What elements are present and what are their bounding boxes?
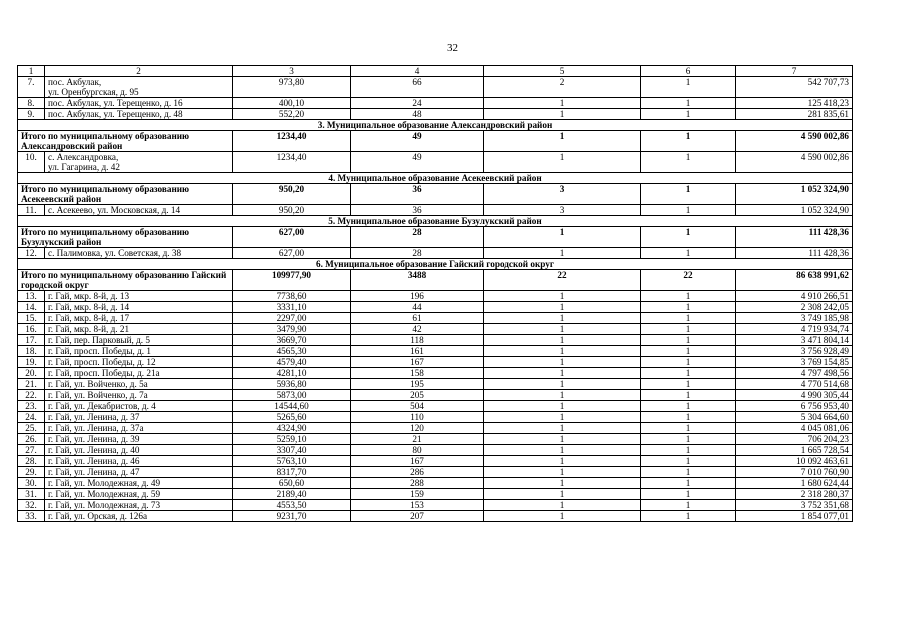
- address-cell: [45, 434, 233, 445]
- table-row: [18, 379, 853, 390]
- address-line: г. Гай, просп. Победы, д. 12: [48, 357, 156, 367]
- area-cell: 627,00: [233, 227, 351, 248]
- row-number: 31.: [18, 489, 45, 500]
- row-number: 10.: [18, 152, 45, 173]
- count-cell: 1: [484, 368, 641, 379]
- count-cell: 1: [641, 205, 736, 216]
- count-cell: 1: [641, 511, 736, 522]
- row-number: 12.: [18, 248, 45, 259]
- area-cell: 400,10: [233, 98, 351, 109]
- address-cell: [45, 390, 233, 401]
- section-heading: 4. Муниципальное образование Асекеевский район: [18, 173, 853, 184]
- table-row: [18, 412, 853, 423]
- residents-cell: 66: [351, 77, 484, 98]
- count-cell: 1: [484, 291, 641, 302]
- amount-cell: 3 769 154,85: [736, 357, 853, 368]
- residents-cell: 205: [351, 390, 484, 401]
- amount-cell: 4 045 081,06: [736, 423, 853, 434]
- address-line: г. Гай, ул. Ленина, д. 37а: [48, 423, 144, 433]
- count-cell: 1: [484, 109, 641, 120]
- area-cell: 2189,40: [233, 489, 351, 500]
- table-row: [18, 98, 853, 109]
- area-cell: 950,20: [233, 184, 351, 205]
- amount-cell: 111 428,36: [736, 248, 853, 259]
- amount-cell: 2 318 280,37: [736, 489, 853, 500]
- residents-cell: 118: [351, 335, 484, 346]
- area-cell: 4553,50: [233, 500, 351, 511]
- address-line: г. Гай, ул. Ленина, д. 39: [48, 434, 140, 444]
- area-cell: 4565,30: [233, 346, 351, 357]
- residents-cell: 49: [351, 152, 484, 173]
- count-cell: 1: [484, 379, 641, 390]
- row-number: 21.: [18, 379, 45, 390]
- address-cell: [45, 467, 233, 478]
- total-label: Итого по муниципальному образованию Александровский район: [18, 131, 233, 152]
- address-cell: [45, 335, 233, 346]
- table-row: [18, 324, 853, 335]
- residents-cell: 49: [351, 131, 484, 152]
- table-row: [18, 248, 853, 259]
- area-cell: 9231,70: [233, 511, 351, 522]
- count-cell: 1: [484, 434, 641, 445]
- amount-cell: 111 428,36: [736, 227, 853, 248]
- count-cell: 1: [484, 412, 641, 423]
- count-cell: 1: [484, 313, 641, 324]
- count-cell: 1: [641, 227, 736, 248]
- address-cell: [45, 456, 233, 467]
- amount-cell: 4 910 266,51: [736, 291, 853, 302]
- address-line: ул. Гагарина, д. 42: [48, 162, 120, 172]
- address-line: г. Гай, пер. Парковый, д. 5: [48, 335, 150, 345]
- address-cell: [45, 324, 233, 335]
- address-cell: [45, 98, 233, 109]
- residents-cell: 196: [351, 291, 484, 302]
- residents-cell: 195: [351, 379, 484, 390]
- address-cell: [45, 346, 233, 357]
- count-cell: 2: [484, 77, 641, 98]
- area-cell: 1234,40: [233, 131, 351, 152]
- residents-cell: 207: [351, 511, 484, 522]
- residents-cell: 36: [351, 184, 484, 205]
- count-cell: 1: [484, 423, 641, 434]
- amount-cell: 4 590 002,86: [736, 131, 853, 152]
- count-cell: 1: [641, 478, 736, 489]
- residents-cell: 161: [351, 346, 484, 357]
- address-cell: [45, 205, 233, 216]
- count-cell: 1: [484, 131, 641, 152]
- address-line: г. Гай, ул. Войченко, д. 7а: [48, 390, 148, 400]
- residents-cell: 28: [351, 248, 484, 259]
- column-number: 7: [736, 66, 853, 77]
- row-number: 26.: [18, 434, 45, 445]
- section-heading: 6. Муниципальное образование Гайский городской округ: [18, 259, 853, 270]
- address-cell: [45, 445, 233, 456]
- table-row: [18, 467, 853, 478]
- count-cell: 1: [641, 184, 736, 205]
- address-line: пос. Акбулак, ул. Терещенко, д. 48: [48, 109, 183, 119]
- residents-cell: 167: [351, 357, 484, 368]
- count-cell: 1: [641, 302, 736, 313]
- table-row: [18, 456, 853, 467]
- count-cell: 1: [641, 291, 736, 302]
- address-line: г. Гай, ул. Войченко, д. 5а: [48, 379, 148, 389]
- count-cell: 1: [641, 109, 736, 120]
- area-cell: 5265,60: [233, 412, 351, 423]
- area-cell: 5936,80: [233, 379, 351, 390]
- table-row: [18, 205, 853, 216]
- count-cell: 1: [641, 248, 736, 259]
- count-cell: 1: [641, 467, 736, 478]
- address-line: г. Гай, мкр. 8-й, д. 13: [48, 291, 130, 301]
- address-cell: [45, 302, 233, 313]
- count-cell: 1: [484, 98, 641, 109]
- table-row: [18, 390, 853, 401]
- residents-cell: 24: [351, 98, 484, 109]
- area-cell: 2297,00: [233, 313, 351, 324]
- count-cell: 1: [641, 456, 736, 467]
- residents-cell: 44: [351, 302, 484, 313]
- column-number: 2: [45, 66, 233, 77]
- address-cell: [45, 357, 233, 368]
- residents-cell: 120: [351, 423, 484, 434]
- count-cell: 1: [641, 379, 736, 390]
- address-line: г. Гай, ул. Ленина, д. 40: [48, 445, 140, 455]
- amount-cell: 706 204,23: [736, 434, 853, 445]
- area-cell: 8317,70: [233, 467, 351, 478]
- count-cell: 1: [641, 152, 736, 173]
- area-cell: 3331,10: [233, 302, 351, 313]
- area-cell: 1234,40: [233, 152, 351, 173]
- residents-cell: 61: [351, 313, 484, 324]
- count-cell: 1: [641, 489, 736, 500]
- section-heading-row: [18, 216, 853, 227]
- area-cell: 552,20: [233, 109, 351, 120]
- residents-cell: 167: [351, 456, 484, 467]
- table-row: [18, 291, 853, 302]
- table-row: [18, 335, 853, 346]
- row-number: 27.: [18, 445, 45, 456]
- amount-cell: 125 418,23: [736, 98, 853, 109]
- table-row: [18, 423, 853, 434]
- section-heading-row: [18, 173, 853, 184]
- area-cell: 3307,40: [233, 445, 351, 456]
- amount-cell: 1 665 728,54: [736, 445, 853, 456]
- table-row: [18, 313, 853, 324]
- amount-cell: 1 680 624,44: [736, 478, 853, 489]
- count-cell: 1: [484, 445, 641, 456]
- count-cell: 3: [484, 205, 641, 216]
- table-row: [18, 478, 853, 489]
- count-cell: 1: [641, 368, 736, 379]
- area-cell: 109977,90: [233, 270, 351, 291]
- residents-cell: 158: [351, 368, 484, 379]
- row-number: 17.: [18, 335, 45, 346]
- residents-cell: 28: [351, 227, 484, 248]
- area-cell: 4281,10: [233, 368, 351, 379]
- amount-cell: 3 471 804,14: [736, 335, 853, 346]
- address-line: г. Гай, просп. Победы, д. 21а: [48, 368, 160, 378]
- address-line: г. Гай, мкр. 8-й, д. 17: [48, 313, 130, 323]
- area-cell: 3669,70: [233, 335, 351, 346]
- address-line: г. Гай, мкр. 8-й, д. 21: [48, 324, 130, 334]
- residents-cell: 110: [351, 412, 484, 423]
- row-number: 24.: [18, 412, 45, 423]
- address-cell: [45, 109, 233, 120]
- row-number: 23.: [18, 401, 45, 412]
- amount-cell: 6 756 953,40: [736, 401, 853, 412]
- amount-cell: 4 590 002,86: [736, 152, 853, 173]
- count-cell: 1: [641, 434, 736, 445]
- column-number: 3: [233, 66, 351, 77]
- amount-cell: 4 770 514,68: [736, 379, 853, 390]
- column-number: 1: [18, 66, 45, 77]
- address-cell: [45, 511, 233, 522]
- row-number: 28.: [18, 456, 45, 467]
- table-row: [18, 152, 853, 173]
- address-line: ул. Оренбургская, д. 95: [48, 87, 139, 97]
- section-heading-row: [18, 120, 853, 131]
- amount-cell: 3 756 928,49: [736, 346, 853, 357]
- row-number: 25.: [18, 423, 45, 434]
- count-cell: 1: [641, 357, 736, 368]
- address-cell: [45, 489, 233, 500]
- count-cell: 1: [484, 335, 641, 346]
- area-cell: 973,80: [233, 77, 351, 98]
- count-cell: 1: [641, 131, 736, 152]
- row-number: 9.: [18, 109, 45, 120]
- table-row: [18, 346, 853, 357]
- address-line: г. Гай, ул. Молодежная, д. 73: [48, 500, 161, 510]
- table-row: [18, 445, 853, 456]
- table-row: [18, 434, 853, 445]
- residents-cell: 3488: [351, 270, 484, 291]
- address-cell: [45, 478, 233, 489]
- residents-cell: 288: [351, 478, 484, 489]
- residents-cell: 42: [351, 324, 484, 335]
- address-line: г. Гай, просп. Победы, д. 1: [48, 346, 151, 356]
- total-label: Итого по муниципальному образованию Асекеевский район: [18, 184, 233, 205]
- area-cell: 4579,40: [233, 357, 351, 368]
- amount-cell: 3 752 351,68: [736, 500, 853, 511]
- address-cell: [45, 248, 233, 259]
- area-cell: 650,60: [233, 478, 351, 489]
- row-number: 13.: [18, 291, 45, 302]
- count-cell: 1: [641, 346, 736, 357]
- count-cell: 1: [641, 390, 736, 401]
- row-number: 30.: [18, 478, 45, 489]
- count-cell: 1: [484, 357, 641, 368]
- row-number: 7.: [18, 77, 45, 98]
- count-cell: 1: [484, 401, 641, 412]
- address-cell: [45, 291, 233, 302]
- count-cell: 1: [484, 500, 641, 511]
- residents-cell: 286: [351, 467, 484, 478]
- section-heading: 5. Муниципальное образование Бузулукский район: [18, 216, 853, 227]
- count-cell: 1: [484, 456, 641, 467]
- count-cell: 22: [484, 270, 641, 291]
- count-cell: 1: [641, 77, 736, 98]
- amount-cell: 5 304 664,60: [736, 412, 853, 423]
- row-number: 18.: [18, 346, 45, 357]
- address-line: г. Гай, ул. Молодежная, д. 59: [48, 489, 161, 499]
- amount-cell: 4 797 498,56: [736, 368, 853, 379]
- area-cell: 5259,10: [233, 434, 351, 445]
- address-cell: [45, 401, 233, 412]
- column-number: 6: [641, 66, 736, 77]
- area-cell: 14544,60: [233, 401, 351, 412]
- residents-cell: 153: [351, 500, 484, 511]
- table-row: [18, 302, 853, 313]
- count-cell: 1: [484, 248, 641, 259]
- address-line: г. Гай, ул. Орская, д. 126а: [48, 511, 148, 521]
- table-row: [18, 357, 853, 368]
- total-label: Итого по муниципальному образованию Бузулукский район: [18, 227, 233, 248]
- address-line: г. Гай, ул. Ленина, д. 46: [48, 456, 140, 466]
- count-cell: 1: [484, 152, 641, 173]
- address-cell: [45, 412, 233, 423]
- count-cell: 1: [641, 335, 736, 346]
- count-cell: 1: [641, 500, 736, 511]
- row-number: 22.: [18, 390, 45, 401]
- address-line: с. Александровка,: [48, 152, 119, 162]
- residents-cell: 159: [351, 489, 484, 500]
- address-line: г. Гай, ул. Декабристов, д. 4: [48, 401, 156, 411]
- table-row: [18, 368, 853, 379]
- total-row: [18, 184, 853, 205]
- row-number: 19.: [18, 357, 45, 368]
- amount-cell: 7 010 760,90: [736, 467, 853, 478]
- count-cell: 1: [484, 302, 641, 313]
- area-cell: 7738,60: [233, 291, 351, 302]
- row-number: 29.: [18, 467, 45, 478]
- count-cell: 1: [484, 390, 641, 401]
- count-cell: 3: [484, 184, 641, 205]
- address-line: г. Гай, ул. Ленина, д. 47: [48, 467, 140, 477]
- residents-cell: 80: [351, 445, 484, 456]
- table-row: [18, 401, 853, 412]
- table-row: [18, 109, 853, 120]
- address-cell: [45, 368, 233, 379]
- amount-cell: 4 719 934,74: [736, 324, 853, 335]
- address-line: пос. Акбулак, ул. Терещенко, д. 16: [48, 98, 183, 108]
- address-cell: [45, 500, 233, 511]
- count-cell: 1: [641, 423, 736, 434]
- total-label: Итого по муниципальному образованию Гайский городской округ: [18, 270, 233, 291]
- amount-cell: 281 835,61: [736, 109, 853, 120]
- address-cell: [45, 379, 233, 390]
- address-line: г. Гай, ул. Ленина, д. 37: [48, 412, 140, 422]
- address-cell: [45, 313, 233, 324]
- count-cell: 1: [641, 445, 736, 456]
- count-cell: 1: [641, 412, 736, 423]
- table-row: [18, 511, 853, 522]
- column-number: 5: [484, 66, 641, 77]
- table-row: [18, 77, 853, 98]
- area-cell: 950,20: [233, 205, 351, 216]
- address-line: с. Асекеево, ул. Московская, д. 14: [48, 205, 181, 215]
- amount-cell: 86 638 991,62: [736, 270, 853, 291]
- residents-cell: 48: [351, 109, 484, 120]
- area-cell: 5873,00: [233, 390, 351, 401]
- table-row: [18, 500, 853, 511]
- amount-cell: 4 990 305,44: [736, 390, 853, 401]
- count-cell: 1: [641, 313, 736, 324]
- amount-cell: 1 052 324,90: [736, 205, 853, 216]
- residents-cell: 504: [351, 401, 484, 412]
- residents-cell: 21: [351, 434, 484, 445]
- table-row: [18, 489, 853, 500]
- page-number: 32: [447, 42, 458, 54]
- row-number: 14.: [18, 302, 45, 313]
- section-heading-row: [18, 259, 853, 270]
- residents-cell: 36: [351, 205, 484, 216]
- count-cell: 22: [641, 270, 736, 291]
- row-number: 33.: [18, 511, 45, 522]
- column-number-row: [18, 66, 853, 77]
- registry-table: [17, 65, 853, 522]
- total-row: [18, 227, 853, 248]
- total-row: [18, 131, 853, 152]
- total-row: [18, 270, 853, 291]
- count-cell: 1: [484, 346, 641, 357]
- address-line: пос. Акбулак,: [48, 77, 102, 87]
- row-number: 20.: [18, 368, 45, 379]
- address-cell: [45, 152, 233, 173]
- address-line: г. Гай, ул. Молодежная, д. 49: [48, 478, 161, 488]
- amount-cell: 542 707,73: [736, 77, 853, 98]
- count-cell: 1: [484, 478, 641, 489]
- section-heading: 3. Муниципальное образование Александровский район: [18, 120, 853, 131]
- area-cell: 4324,90: [233, 423, 351, 434]
- count-cell: 1: [484, 227, 641, 248]
- amount-cell: 1 052 324,90: [736, 184, 853, 205]
- amount-cell: 10 092 463,61: [736, 456, 853, 467]
- count-cell: 1: [484, 324, 641, 335]
- address-line: г. Гай, мкр. 8-й, д. 14: [48, 302, 130, 312]
- row-number: 11.: [18, 205, 45, 216]
- amount-cell: 3 749 185,98: [736, 313, 853, 324]
- column-number: 4: [351, 66, 484, 77]
- address-cell: [45, 77, 233, 98]
- row-number: 8.: [18, 98, 45, 109]
- area-cell: 5763,10: [233, 456, 351, 467]
- address-line: с. Палимовка, ул. Советская, д. 38: [48, 248, 182, 258]
- row-number: 16.: [18, 324, 45, 335]
- address-cell: [45, 423, 233, 434]
- count-cell: 1: [484, 511, 641, 522]
- amount-cell: 2 308 242,05: [736, 302, 853, 313]
- count-cell: 1: [641, 401, 736, 412]
- area-cell: 627,00: [233, 248, 351, 259]
- count-cell: 1: [641, 98, 736, 109]
- count-cell: 1: [484, 489, 641, 500]
- count-cell: 1: [484, 467, 641, 478]
- row-number: 15.: [18, 313, 45, 324]
- area-cell: 3479,90: [233, 324, 351, 335]
- count-cell: 1: [641, 324, 736, 335]
- row-number: 32.: [18, 500, 45, 511]
- amount-cell: 1 854 077,01: [736, 511, 853, 522]
